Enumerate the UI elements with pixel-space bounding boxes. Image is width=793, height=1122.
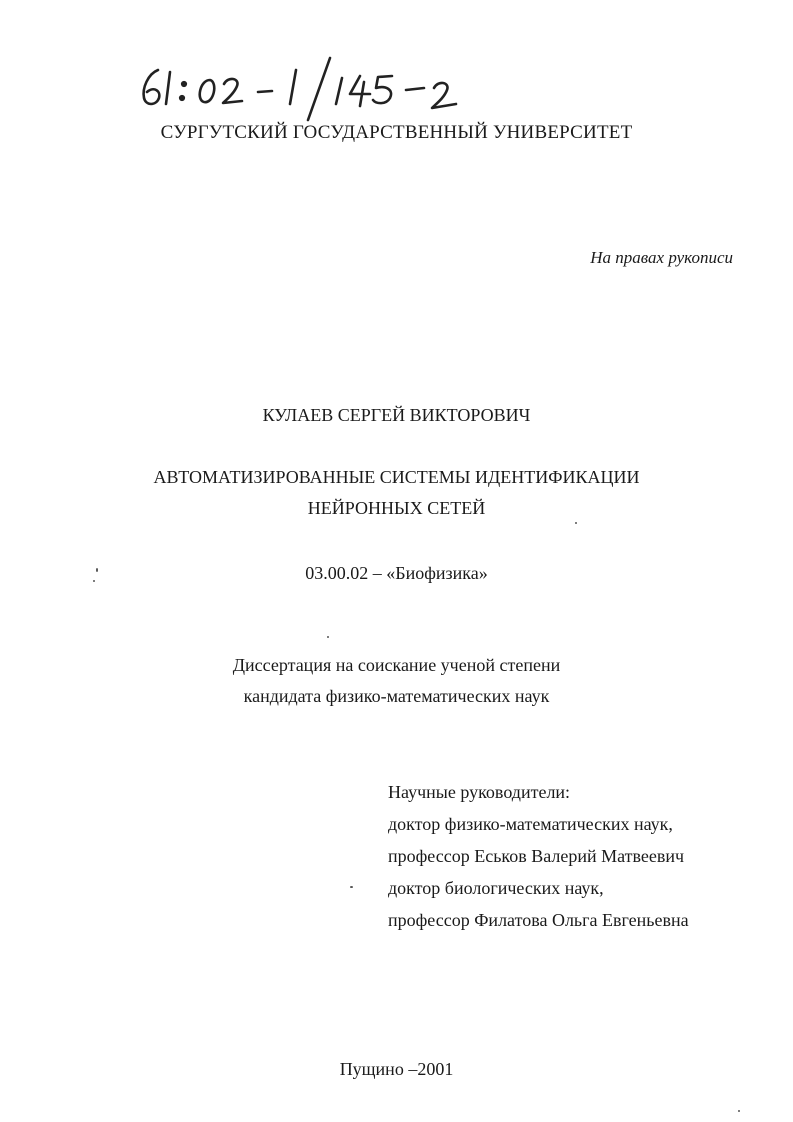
advisor-line: доктор физико-математических наук,	[388, 814, 673, 834]
scan-speck	[96, 568, 98, 572]
thesis-title-line-2: НЕЙРОННЫХ СЕТЕЙ	[307, 498, 486, 518]
advisor-line: профессор Филатова Ольга Евгеньевна	[388, 910, 689, 930]
scan-speck	[738, 1110, 740, 1112]
advisors-heading: Научные руководители:	[388, 782, 571, 802]
advisor-line: доктор биологических наук,	[388, 878, 604, 898]
author-name: КУЛАЕВ СЕРГЕЙ ВИКТОРОВИЧ	[262, 405, 531, 425]
rights-note: На правах рукописи	[590, 248, 733, 267]
scan-speck	[93, 580, 95, 582]
dissertation-line-2: кандидата физико-математических наук	[243, 686, 550, 706]
advisor-line: профессор Еськов Валерий Матвеевич	[388, 846, 685, 866]
specialty-code: 03.00.02 – «Биофизика»	[305, 563, 488, 583]
scan-speck	[327, 636, 329, 638]
thesis-title-line-1: АВТОМАТИЗИРОВАННЫЕ СИСТЕМЫ ИДЕНТИФИКАЦИИ	[153, 467, 640, 487]
handwritten-code-drawing	[130, 52, 500, 122]
scan-speck	[575, 522, 577, 524]
dissertation-line-1: Диссертация на соискание ученой степени	[232, 655, 561, 675]
advisors-block	[388, 776, 689, 936]
scan-speck	[350, 886, 353, 888]
city-year: Пущино –2001	[339, 1059, 454, 1079]
handwritten-archive-code	[130, 52, 500, 122]
university-name: СУРГУТСКИЙ ГОСУДАРСТВЕННЫЙ УНИВЕРСИТЕТ	[160, 122, 633, 143]
